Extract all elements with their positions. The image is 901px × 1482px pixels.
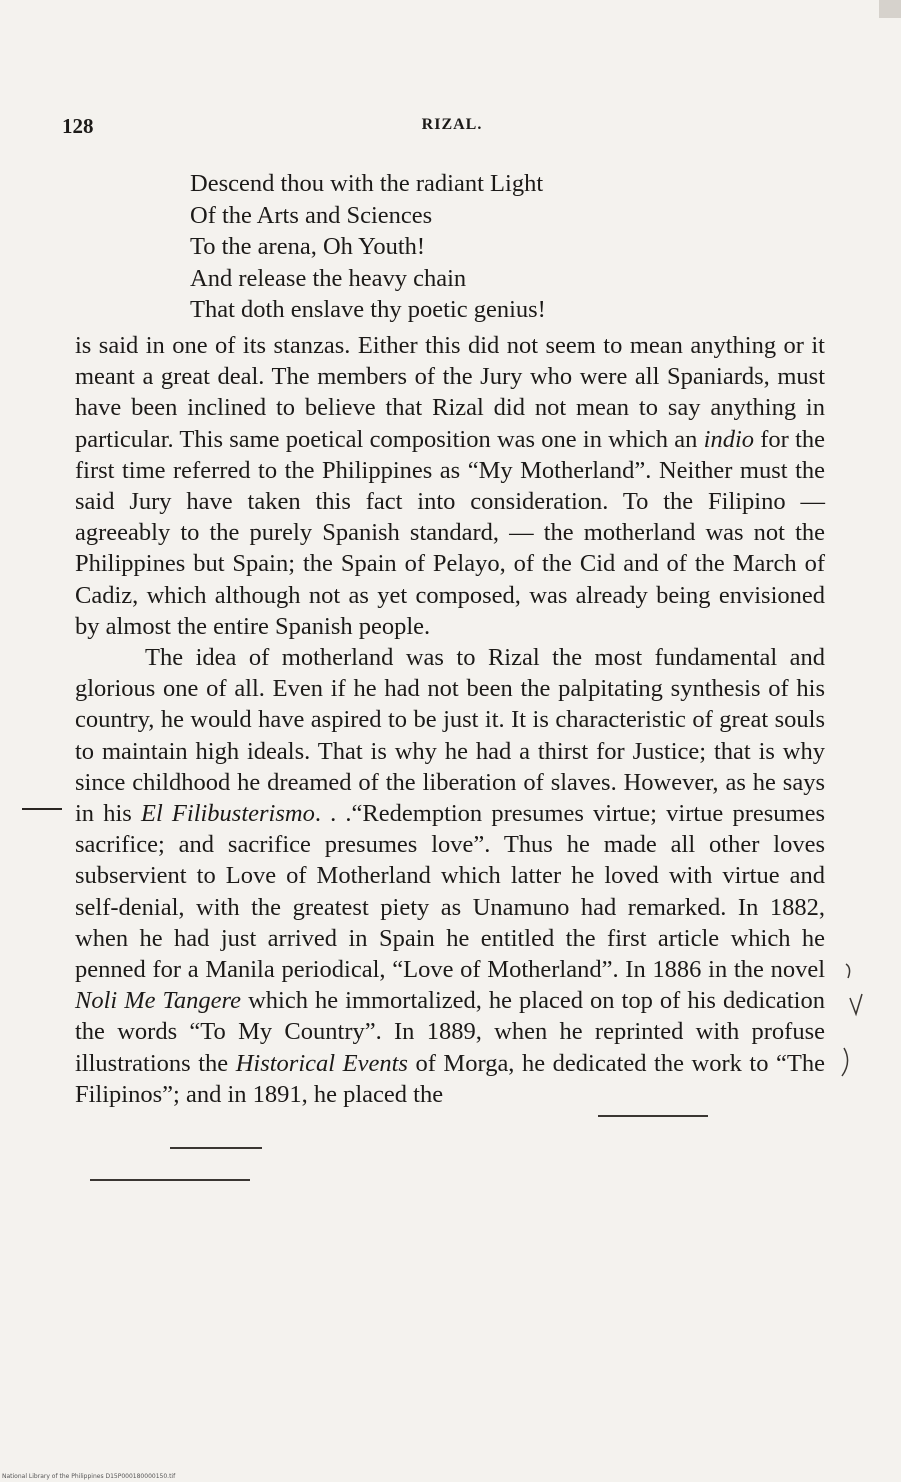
paragraph-1	[75, 330, 825, 642]
pencil-underline	[170, 1147, 262, 1149]
page-header	[62, 114, 842, 144]
body-text	[75, 330, 825, 1110]
scan-credit: National Library of the Philippines D15P000180000150.tif	[2, 1473, 176, 1480]
paragraph-2-text-2: . . .“Redemption presumes virtue; virtue presumes sacrifice; and sacrifice presumes love”. Thus he made all other loves subservient to Love of Motherland which latter he loved with virtue and self-denial, with the greatest piety as Unamuno had remarked. In 1882, when he had just arrived in Spain he entitled the first article which he penned for a Manila periodical, “Love of Motherland”. In 1886 in the novel	[75, 800, 825, 984]
pencil-underline	[90, 1179, 250, 1181]
paragraph-1-text-2: for the first time referred to the Philippines as “My Motherland”. Neither must the said Jury have taken this fact into consideration. To the Filipino — agreeably to the purely Spanish standard, — the motherland was not the Philippines but Spain; the Spain of Pelayo, of the Cid and of the March of Cadiz, which although not as yet composed, was already being envisioned by almost the entire Spanish people.	[75, 425, 825, 640]
paragraph-2	[75, 642, 825, 1110]
paragraph-2-italic-title-3: Historical Events	[235, 1049, 408, 1077]
verse-line: Of the Arts and Sciences	[190, 201, 433, 229]
margin-pencil-dash	[22, 808, 62, 810]
margin-pencil-bracket-icon	[838, 958, 878, 1088]
paragraph-2-italic-title-1: El Filibusterismo	[140, 800, 315, 828]
paragraph-2-text: The idea of motherland was to Rizal the most fundamental and glorious one of all. Even if he had not been the palpitating synthesis of his country, he would have aspired to be just it. It is characteristic of great souls to maintain high ideals. That is why he had a thirst for Justice; that is why since childhood he dreamed of the liberation of slaves. However, as he says in his	[75, 644, 825, 828]
verse-line: And release the heavy chain	[190, 264, 467, 292]
paragraph-2-italic-title-2: Noli Me Tangere	[75, 987, 242, 1015]
paragraph-2-text-3: which he immortalized, he placed on top of his dedication the words “To My Country”. In 1889, when he reprinted with profuse illustrations the	[75, 987, 825, 1077]
paragraph-2-text-4: of Morga, he dedicated the work to “The Filipinos”; and in 1891, he placed the	[75, 1049, 825, 1108]
verse-line: To the arena, Oh Youth!	[190, 233, 426, 260]
running-head: RIZAL.	[421, 116, 483, 133]
verse-line: Descend thou with the radiant Light	[190, 170, 544, 197]
verse-line: That doth enslave thy poetic genius!	[190, 296, 546, 323]
paragraph-1-text: is said in one of its stanzas. Either this did not seem to mean anything or it meant a great deal. The members of the Jury who were all Spaniards, must have been inclined to believe that Rizal did not mean to say anything in particular. This same poetical composition was one in which an	[75, 332, 825, 453]
pencil-underline	[598, 1115, 708, 1117]
scan-corner-shade	[879, 0, 901, 18]
page-number: 128	[62, 114, 94, 138]
paragraph-1-italic: indio	[703, 425, 755, 453]
verse-block	[190, 168, 810, 326]
